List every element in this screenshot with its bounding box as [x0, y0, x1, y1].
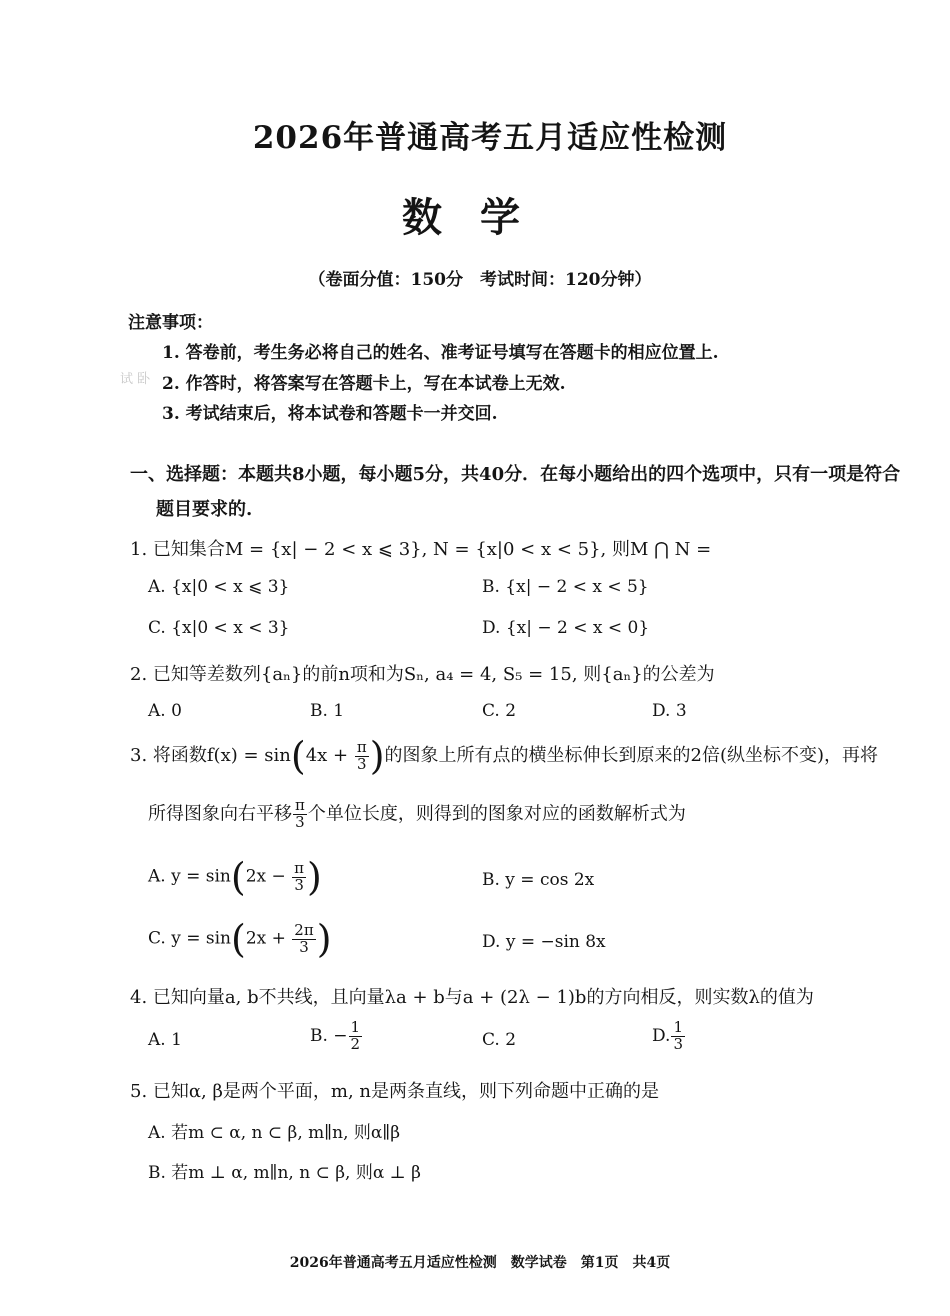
question-2-stem: 2. 已知等差数列{aₙ}的前n项和为Sₙ, a₄ = 4, S₅ = 15, 则{aₙ}的公差为: [130, 664, 715, 685]
bleed-through-text: 试 卧: [120, 372, 151, 387]
question-3-stem-line2: 所得图象向右平移 $\frac{\pi}{3}$ 个单位长度，则得到的图象对应的函数解析式为: [148, 796, 686, 831]
fraction-pi-over-3: $\frac{\pi}{3}$: [295, 796, 305, 831]
question-1-stem: 1. 已知集合M = {x| − 2 < x ⩽ 3}, N = {x|0 < x < 5}, 则M ⋂ N =: [130, 539, 712, 560]
question-4-stem: 4. 已知向量a, b不共线，且向量λa + b与a + (2λ − 1)b的方向相反，则实数λ的值为: [130, 987, 814, 1008]
question-2-option-c: C. 2: [482, 701, 517, 721]
question-1-option-b: B. {x| − 2 < x < 5}: [482, 577, 649, 597]
notice-item-2: 2. 作答时，将答案写在答题卡上，写在本试卷上无效.: [162, 374, 566, 394]
question-4-option-c: C. 2: [482, 1030, 517, 1050]
question-3-option-b: B. y = cos 2x: [482, 870, 595, 890]
question-1-option-c: C. {x|0 < x < 3}: [148, 618, 290, 638]
question-5-stem: 5. 已知α, β是两个平面，m, n是两条直线，则下列命题中正确的是: [130, 1081, 660, 1102]
notice-heading: 注意事项：: [128, 313, 213, 333]
notice-item-1: 1. 答卷前，考生务必将自己的姓名、准考证号填写在答题卡的相应位置上.: [162, 343, 719, 363]
question-4-option-b: B. − $\frac{1}{2}$: [310, 1018, 361, 1053]
question-1-option-d: D. {x| − 2 < x < 0}: [482, 618, 650, 638]
exam-meta: （卷面分值：150分 考试时间：120分钟）: [308, 270, 652, 290]
notice-item-3: 3. 考试结束后，将本试卷和答题卡一并交回.: [162, 404, 498, 424]
question-5-option-b: B. 若m ⊥ α, m∥n, n ⊂ β, 则α ⊥ β: [148, 1163, 421, 1183]
question-3-option-d: D. y = −sin 8x: [482, 932, 606, 952]
fraction-2pi-over-3: $\frac{2\pi}{3}$: [294, 920, 314, 956]
question-3-option-a: A. y = sin(2x − $\frac{\pi}{3}$ ): [148, 855, 322, 899]
question-2-option-d: D. 3: [652, 701, 687, 721]
question-1-option-a: A. {x|0 < x ⩽ 3}: [148, 577, 290, 597]
question-3-stem: 3. 将函数f(x) = sin(4x + $\frac{\pi}{3}$ )的图象上所有点的横坐标伸长到原来的2倍(纵坐标不变)，再将: [130, 734, 879, 778]
section-1-heading-cont: 题目要求的.: [156, 499, 253, 520]
fraction-pi-over-3: $\frac{\pi}{3}$: [356, 737, 367, 773]
exam-title: 2026年普通高考五月适应性检测: [252, 120, 728, 156]
fraction-1-over-3: $\frac{1}{3}$: [673, 1018, 683, 1053]
fraction-pi-over-3: $\frac{\pi}{3}$: [294, 858, 305, 894]
question-4-option-d: D. $\frac{1}{3}$: [652, 1018, 683, 1053]
fraction-1-over-2: $\frac{1}{2}$: [350, 1018, 361, 1053]
subject-title: 数学: [402, 194, 558, 241]
question-3-option-c: C. y = sin(2x + $\frac{2\pi}{3}$ ): [148, 917, 332, 961]
section-1-heading: 一、选择题：本题共8小题，每小题5分，共40分．在每小题给出的四个选项中，只有一项是符合: [130, 464, 901, 485]
page-footer: 2026年普通高考五月适应性检测 数学试卷 第1页 共4页: [289, 1255, 671, 1271]
question-5-option-a: A. 若m ⊂ α, n ⊂ β, m∥n, 则α∥β: [148, 1123, 401, 1143]
question-2-option-a: A. 0: [148, 701, 182, 721]
question-4-option-a: A. 1: [148, 1030, 182, 1050]
question-2-option-b: B. 1: [310, 701, 345, 721]
